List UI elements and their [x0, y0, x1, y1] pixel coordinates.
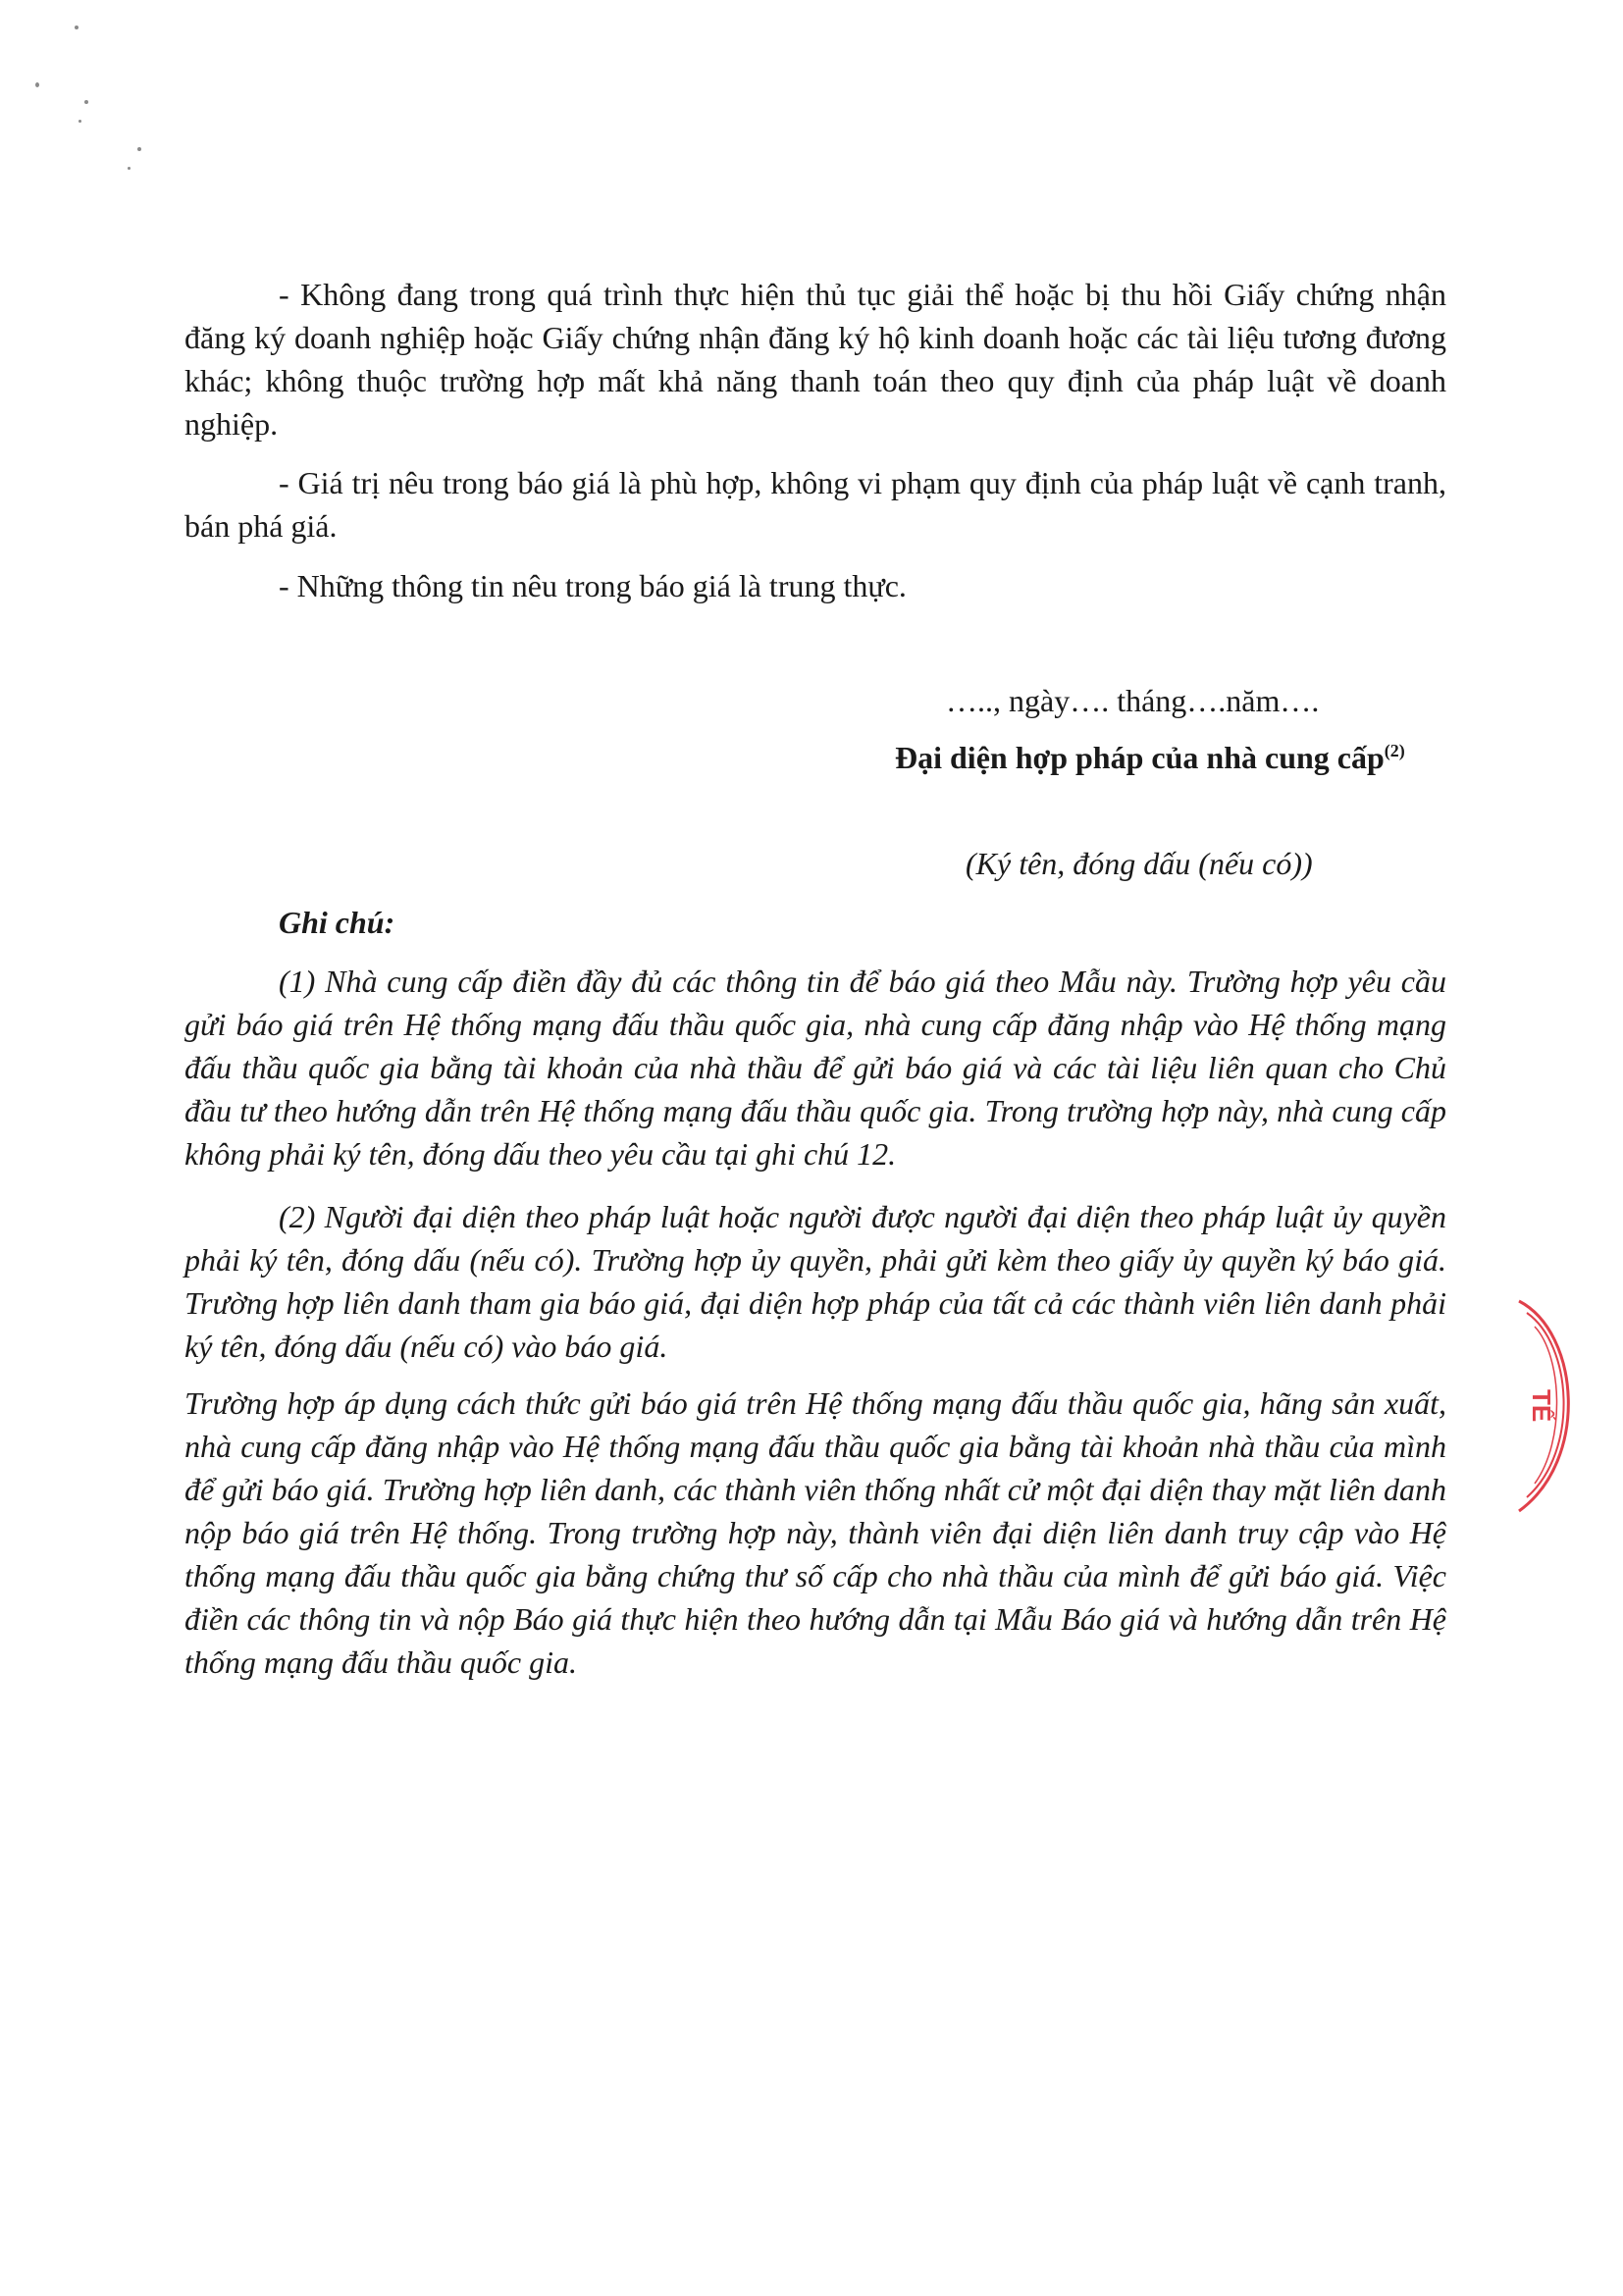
date-line: ….., ngày…. tháng….năm…. — [946, 683, 1320, 718]
note-paragraph: (2) Người đại diện theo pháp luật hoặc người được người đại diện theo pháp luật ủy quyền phải ký tên, đóng dấu (nếu có). Trường hợp ủy quyền, phải gửi kèm theo giấy ủy quyền ký báo giá. Trường hợp liên danh tham gia báo giá, đại diện hợp pháp của tất cả các thành viên liên danh phải ký tên, đóng dấu (nếu có) vào báo giá. — [184, 1199, 1446, 1364]
notes-heading: Ghi chú: — [279, 905, 395, 940]
stamp-seal — [1511, 1293, 1599, 1519]
commitment-paragraph: - Không đang trong quá trình thực hiện thủ tục giải thể hoặc bị thu hồi Giấy chứng nhận đăng ký doanh nghiệp hoặc Giấy chứng nhận đăng ký hộ kinh doanh hoặc các tài liệu tương đương khác; không thuộc trường hợp mất khả năng thanh toán theo quy định của pháp luật về doanh nghiệp. — [184, 277, 1446, 442]
scan-speck — [128, 167, 131, 170]
commitment-paragraph: - Giá trị nêu trong báo giá là phù hợp, không vi phạm quy định của pháp luật về cạnh tranh, bán phá giá. — [184, 465, 1446, 544]
note-paragraph: (1) Nhà cung cấp điền đầy đủ các thông tin để báo giá theo Mẫu này. Trường hợp yêu cầu gửi báo giá trên Hệ thống mạng đấu thầu quốc gia, nhà cung cấp đăng nhập vào Hệ thống mạng đấu thầu quốc gia bằng tài khoản của nhà thầu để gửi báo giá và các tài liệu liên quan cho Chủ đầu tư theo hướng dẫn trên Hệ thống mạng đấu thầu quốc gia. Trong trường hợp này, nhà cung cấp không phải ký tên, đóng dấu theo yêu cầu tại ghi chú 12. — [184, 964, 1446, 1172]
footnote-marker: (2) — [1384, 741, 1405, 760]
representative-label: Đại diện hợp pháp của nhà cung cấp — [895, 740, 1385, 775]
scan-speck — [75, 26, 79, 29]
scan-speck — [137, 147, 141, 151]
stamp-text: TẾ — [1527, 1389, 1556, 1423]
scan-speck — [35, 82, 39, 87]
representative-title — [895, 740, 1405, 776]
scan-speck — [79, 120, 81, 123]
note-paragraph: Trường hợp áp dụng cách thức gửi báo giá trên Hệ thống mạng đấu thầu quốc gia, hãng sản xuất, nhà cung cấp đăng nhập vào Hệ thống mạng đấu thầu quốc gia bằng tài khoản nhà thầu của mình để gửi báo giá. Trường hợp liên danh, các thành viên thống nhất cử một đại diện thay mặt liên danh nộp báo giá trên Hệ thống. Trong trường hợp này, thành viên đại diện liên danh truy cập vào Hệ thống mạng đấu thầu quốc gia bằng chứng thư số cấp cho nhà thầu của mình để gửi báo giá. Việc điền các thông tin và nộp Báo giá thực hiện theo hướng dẫn tại Mẫu Báo giá và hướng dẫn trên Hệ thống mạng đấu thầu quốc gia. — [184, 1385, 1446, 1680]
commitment-paragraph: - Những thông tin nêu trong báo giá là trung thực. — [279, 568, 907, 603]
signature-instruction: (Ký tên, đóng dấu (nếu có)) — [966, 846, 1313, 881]
scan-speck — [84, 100, 88, 104]
